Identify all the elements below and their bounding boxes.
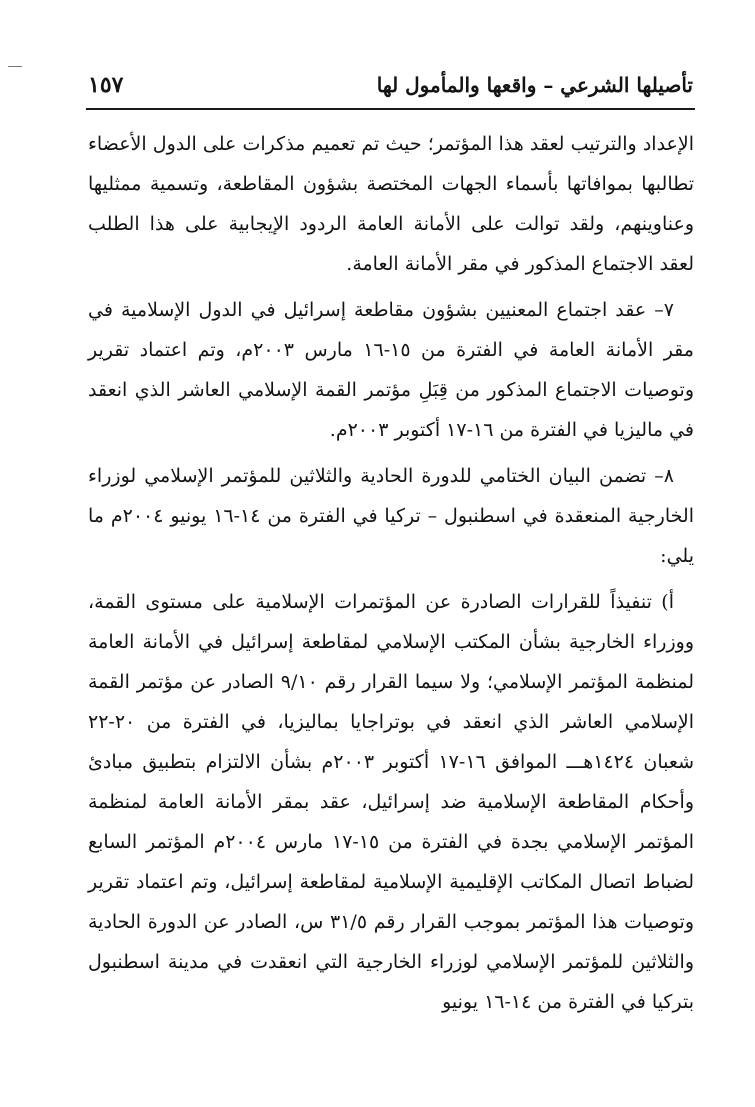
running-title: تأصيلها الشرعي – واقعها والمأمول لها [376, 73, 693, 97]
page-body [88, 124, 694, 1022]
paragraph-item-a: أ) تنفيذاً للقرارات الصادرة عن المؤتمرات الإسلامية على مستوى القمة، ووزراء الخارجية بشأن المكتب الإسلامي لمقاطعة إسرائيل في الأمانة العامة لمنظمة المؤتمر الإسلامي؛ ولا سيما القرار رقم ٩/١٠ الصادر عن مؤتمر القمة الإسلامي العاشر الذي انعقد في بوتراجايا بماليزيا، في الفترة من ٢٠-٢٢ شعبان ١٤٢٤هـــ الموافق ١٦-١٧ أكتوبر ٢٠٠٣م بشأن الالتزام بتطبيق مبادئ وأحكام المقاطعة الإسلامية ضد إسرائيل، عقد بمقر الأمانة العامة لمنظمة المؤتمر الإسلامي بجدة في الفترة من ١٥-١٧ مارس ٢٠٠٤م المؤتمر السابع لضباط اتصال المكاتب الإقليمية الإسلامية لمقاطعة إسرائيل، وتم اعتماد تقرير وتوصيات هذا المؤتمر بموجب القرار رقم ٣١/٥ س، الصادر عن الدورة الحادية والثلاثين للمؤتمر الإسلامي لوزراء الخارجية التي انعقدت في مدينة اسطنبول بتركيا في الفترة من ١٤-١٦ يونيو [88, 591, 695, 1013]
header-divider [86, 108, 695, 110]
margin-mark [8, 66, 22, 67]
paragraph-item-7: ٧– عقد اجتماع المعنيين بشؤون مقاطعة إسرائيل في الدول الإسلامية في مقر الأمانة العامة في الفترة من ١٥-١٦ مارس ٢٠٠٣م، وتم اعتماد تقرير وتوصيات الاجتماع المذكور من قِبَلِ مؤتمر القمة الإسلامي العاشر الذي انعقد في ماليزيا في الفترة من ١٦-١٧ أكتوبر ٢٠٠٣م. [88, 299, 694, 441]
page-number: ١٥٧ [88, 72, 124, 98]
paragraph-continuation: الإعداد والترتيب لعقد هذا المؤتمر؛ حيث تم تعميم مذكرات على الدول الأعضاء تطالبها بموافاتها بأسماء الجهات المختصة بشؤون المقاطعة، وتسمية ممثليها وعناوينهم، ولقد توالت على الأمانة العامة الردود الإيجابية على هذا الطلب لعقد الاجتماع المذكور في مقر الأمانة العامة. [88, 133, 694, 275]
paragraph-item-8: ٨– تضمن البيان الختامي للدورة الحادية والثلاثين للمؤتمر الإسلامي لوزراء الخارجية المنعقدة في اسطنبول – تركيا في الفترة من ١٤-١٦ يونيو ٢٠٠٤م ما يلي: [88, 465, 694, 567]
page-header [88, 70, 693, 104]
